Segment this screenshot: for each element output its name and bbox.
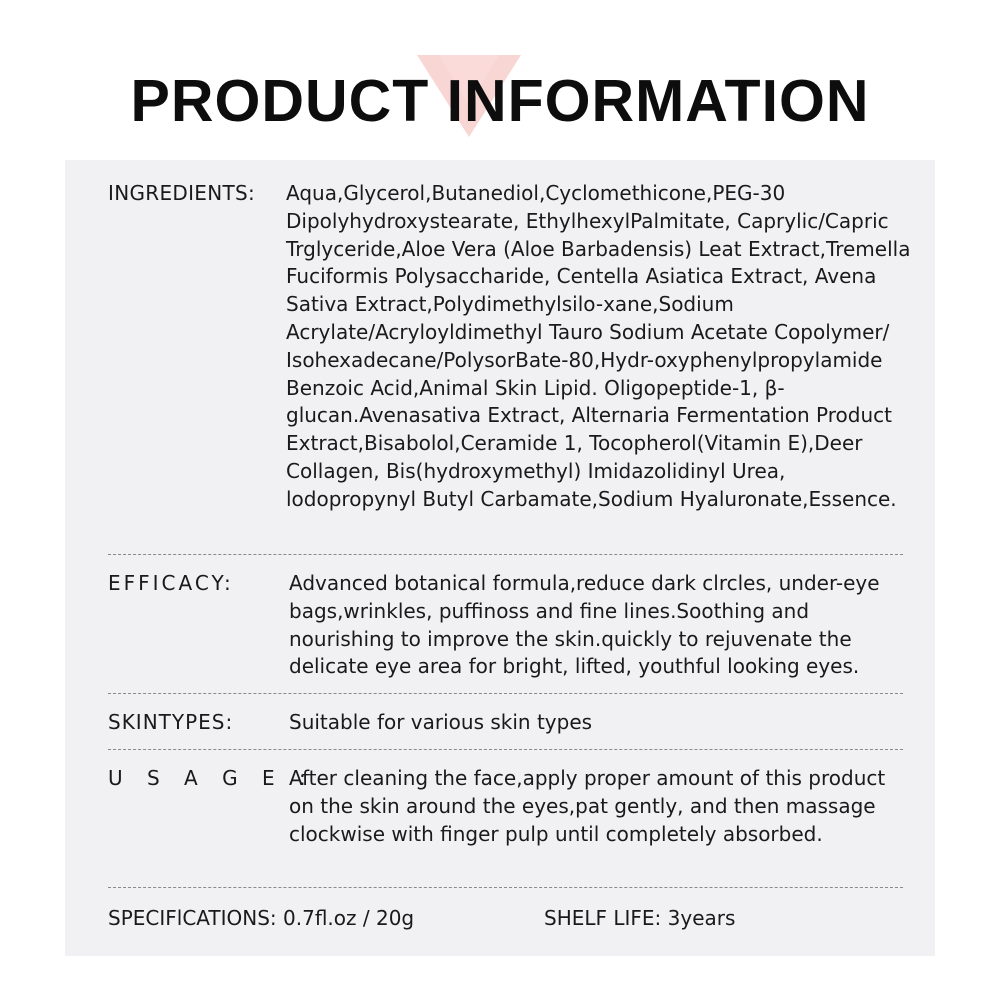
skintypes-section bbox=[108, 709, 908, 739]
specifications-row bbox=[108, 905, 908, 935]
efficacy-label: EFFICACY: bbox=[108, 571, 234, 595]
ingredients-section bbox=[108, 180, 911, 550]
ingredients-text: Aqua,Glycerol,Butanediol,Cyclomethicone,PEG-30 Dipolyhydroxystearate, EthylhexylPalmitate, Caprylic/Capric Trglyceride,Aloe Vera (Aloe Barbadensis) Leat Extract,Tremella Fuciformis Polysaccharide, Centella Asiatica Extract, Avena Sativa Extract,Polydimethylsilo-xane,Sodium Acrylate/Acryloyldimethyl Tauro Sodium Acetate Copolymer/ Isohexadecane/PolysorBate-80,Hydr-oxyphenylpropylamide Benzoic Acid,Animal Skin Lipid. Oligopeptide-1, β-glucan.Avenasativa Extract, Alternaria Fermentation Product Extract,Bisabolol,Ceramide 1, Tocopherol(Vitamin E),Deer Collagen, Bis(hydroxymethyl) Imidazolidinyl Urea, lodopropynyl Butyl Carbamate,Sodium Hyaluronate,Essence. bbox=[286, 181, 911, 511]
efficacy-text: Advanced botanical formula,reduce dark clrcles, under-eye bags,wrinkles, puffinoss and fine lines.Soothing and nourishing to improve the skin.quickly to rejuvenate the delicate eye area for bright, lifted, youthful looking eyes. bbox=[289, 571, 880, 679]
efficacy-section bbox=[108, 570, 908, 685]
skintypes-label: SKINTYPES: bbox=[108, 710, 234, 734]
product-info-panel bbox=[65, 160, 935, 956]
page-title: PRODUCT INFORMATION bbox=[130, 68, 870, 134]
shelf-life-value: 3years bbox=[667, 906, 736, 930]
specifications-value: 0.7fl.oz / 20g bbox=[283, 906, 415, 930]
usage-label: U S A G E : bbox=[108, 766, 315, 790]
shelf-life-label: SHELF LIFE: bbox=[544, 906, 662, 930]
ingredients-label: INGREDIENTS: bbox=[108, 181, 256, 205]
divider bbox=[108, 887, 903, 888]
usage-section bbox=[108, 765, 908, 880]
skintypes-text: Suitable for various skin types bbox=[289, 710, 593, 734]
specifications-label: SPECIFlCATIONS: bbox=[108, 906, 277, 930]
divider bbox=[108, 693, 903, 694]
usage-text: After cleaning the face,apply proper amount of this product on the skin around the eyes,pat gently, and then massage clockwise with finger pulp until completely absorbed. bbox=[289, 766, 886, 846]
divider bbox=[108, 749, 903, 750]
divider bbox=[108, 554, 903, 555]
